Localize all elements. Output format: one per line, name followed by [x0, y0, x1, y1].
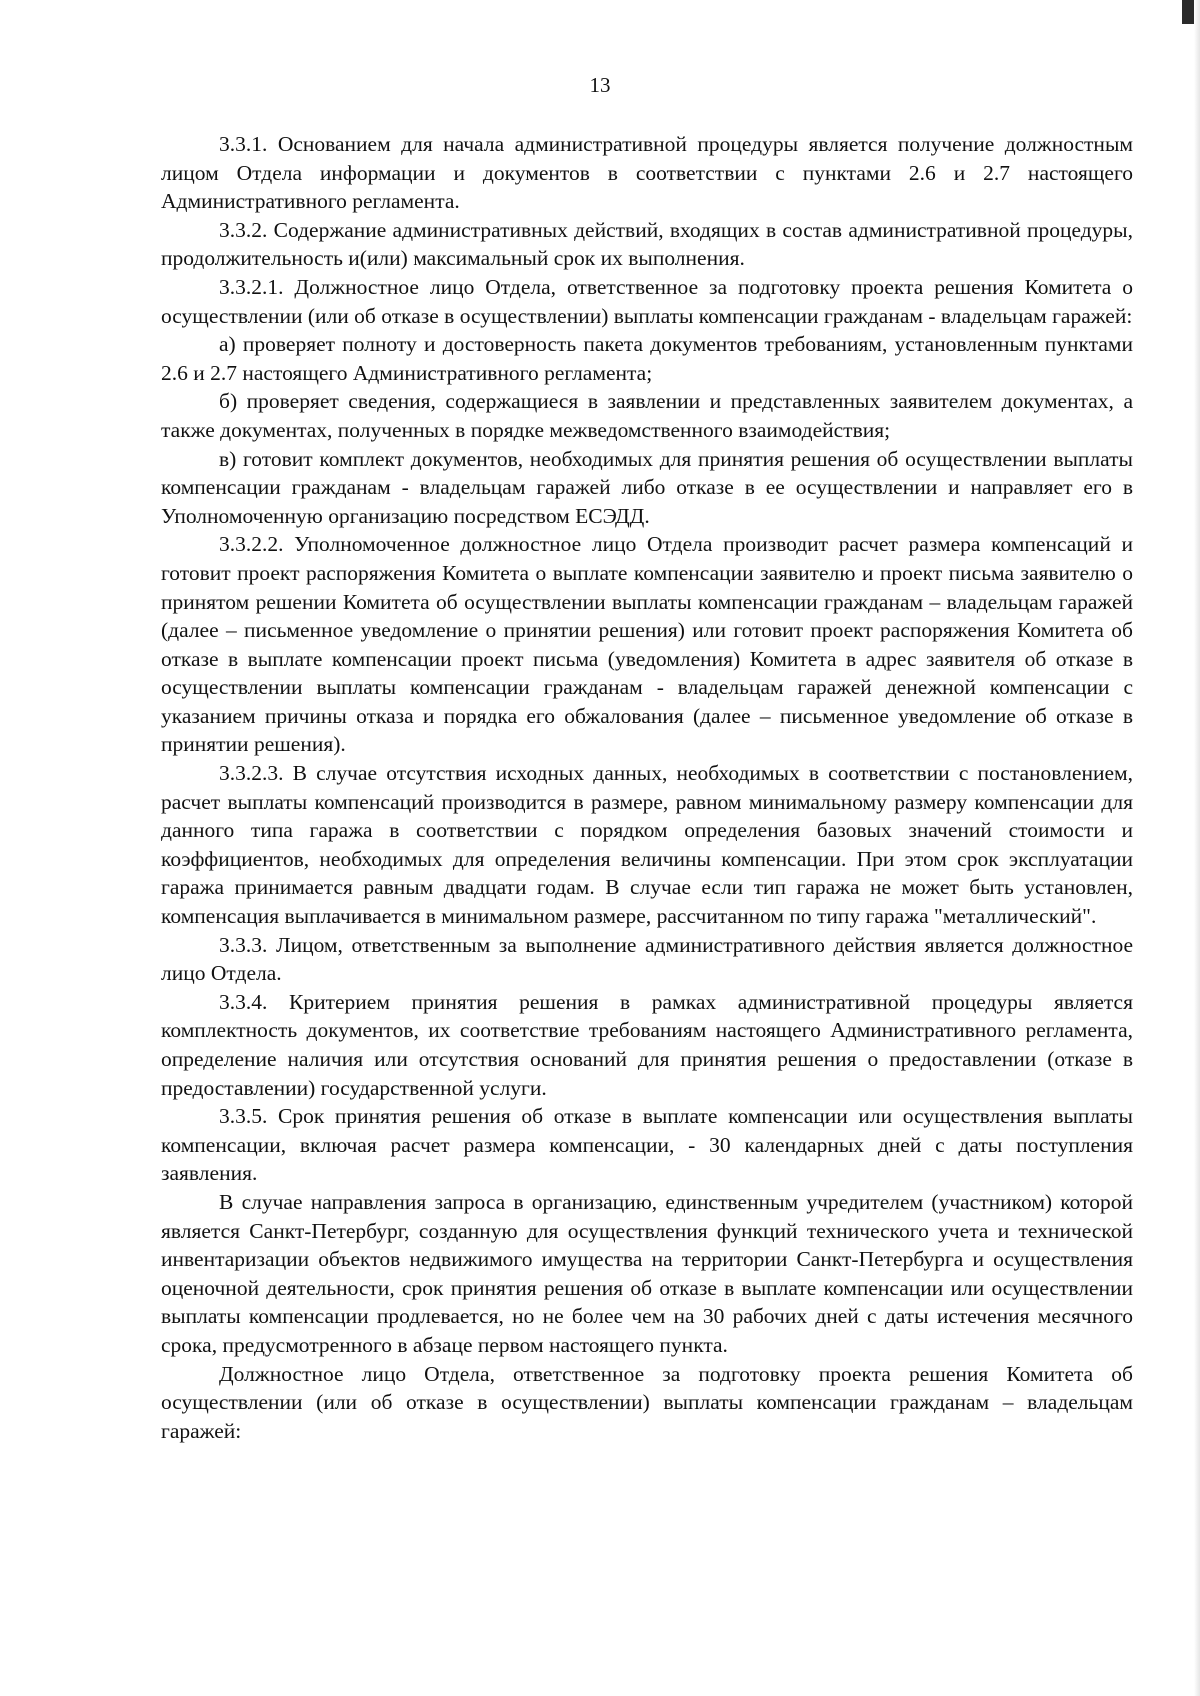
paragraph-3-3-1: 3.3.1. Основанием для начала административной процедуры является получение должностным лицом Отдела информации и документов в соответствии с пунктами 2.6 и 2.7 настоящего Административного регламента.: [161, 132, 1133, 214]
paragraph-request-case: В случае направления запроса в организацию, единственным учредителем (участником) которой является Санкт-Петербург, созданную для осуществления функций технического учета и технической инвентаризации объектов недвижимого имущества на территории Санкт-Петербурга и осуществления оценочной деятельности, срок принятия решения об отказе в выплате компенсации или осуществлении выплаты компенсации продлевается, но не более чем на 30 рабочих дней с даты истечения месячного срока, предусмотренного в абзаце первом настоящего пункта.: [161, 1189, 1133, 1357]
paragraph-responsible-official: Должностное лицо Отдела, ответственное за подготовку проекта решения Комитета об осуществлении (или об отказе в осуществлении) выплаты компенсации гражданам – владельцам гаражей:: [161, 1361, 1133, 1443]
document-body: [161, 130, 1133, 1445]
paragraph-3-3-3: 3.3.3. Лицом, ответственным за выполнение административного действия является должностное лицо Отдела.: [161, 932, 1133, 986]
paragraph-3-3-2: 3.3.2. Содержание административных действий, входящих в состав административной процедуры, продолжительность и(или) максимальный срок их выполнения.: [161, 217, 1133, 271]
list-item-b: б) проверяет сведения, содержащиеся в заявлении и представленных заявителем документах, а также документах, полученных в порядке межведомственного взаимодействия;: [161, 389, 1133, 442]
paragraph-3-3-2-1: 3.3.2.1. Должностное лицо Отдела, ответственное за подготовку проекта решения Комитета о осуществлении (или об отказе в осуществлении) выплаты компенсации гражданам - владельцам гаражей:: [161, 274, 1133, 328]
paragraph-3-3-4: 3.3.4. Критерием принятия решения в рамках административной процедуры является комплектность документов, их соответствие требованиям настоящего Административного регламента, определение наличия или отсутствия оснований для принятия решения о предоставлении (отказе в предоставлении) государственной услуги.: [161, 989, 1133, 1100]
page-number: 13: [589, 73, 611, 97]
scan-edge-shadow: [1194, 0, 1200, 1696]
paragraph-3-3-2-3: 3.3.2.3. В случае отсутствия исходных данных, необходимых в соответствии с постановлением, расчет выплаты компенсаций производится в размере, равном минимальному размеру компенсации для данного типа гаража в соответствии с порядком определения базовых значений стоимости и коэффициентов, необходимых для определения величины компенсации. При этом срок эксплуатации гаража принимается равным двадцати годам. В случае если тип гаража не может быть установлен, компенсация выплачивается в минимальном размере, рассчитанном по типу гаража "металлический".: [161, 761, 1133, 929]
list-item-v: в) готовит комплект документов, необходимых для принятия решения об осуществлении выплаты компенсации гражданам - владельцам гаражей либо отказе в ее осуществлении и направляет его в Уполномоченную организацию посредством ЕСЭДД.: [161, 446, 1133, 528]
list-item-a: а) проверяет полноту и достоверность пакета документов требованиям, установленным пунктами 2.6 и 2.7 настоящего Административного регламента;: [161, 332, 1133, 385]
paragraph-3-3-5: 3.3.5. Срок принятия решения об отказе в выплате компенсации или осуществления выплаты компенсации, включая расчет размера компенсации, - 30 календарных дней с даты поступления заявления.: [161, 1104, 1133, 1186]
paragraph-3-3-2-2: 3.3.2.2. Уполномоченное должностное лицо Отдела производит расчет размера компенсаций и готовит проект распоряжения Комитета о выплате компенсации заявителю и проект письма заявителю о принятом решении Комитета об осуществлении выплаты компенсации гражданам – владельцам гаражей (далее – письменное уведомление о принятии решения) или готовит проект распоряжения Комитета об отказе в выплате компенсации проект письма (уведомления) Комитета в адрес заявителя об отказе в осуществлении выплаты компенсации гражданам - владельцам гаражей денежной компенсации с указанием причины отказа и порядка его обжалования (далее – письменное уведомление об отказе в принятии решения).: [161, 532, 1133, 757]
